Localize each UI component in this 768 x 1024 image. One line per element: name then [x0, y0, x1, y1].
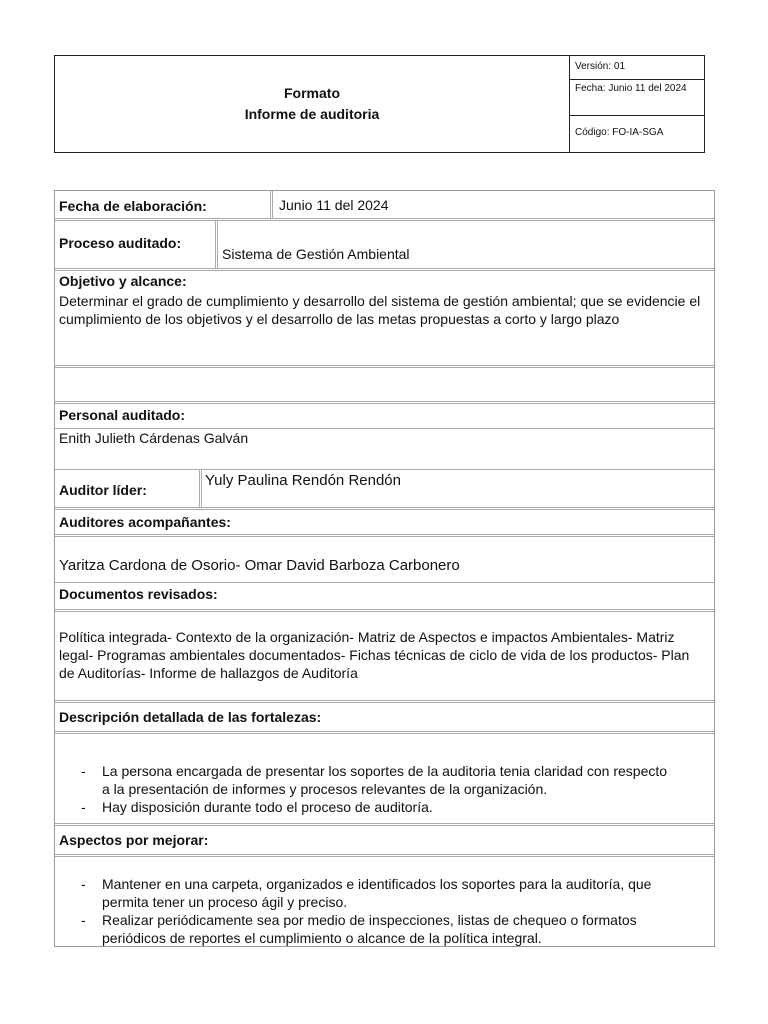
row-acompanantes-label	[55, 510, 714, 537]
row-acompanantes-value	[55, 537, 714, 583]
header-title-line2: Informe de auditoria	[244, 106, 380, 122]
documentos-text: Política integrada- Contexto de la organización- Matriz de Aspectos e impactos Ambientales- Matriz legal- Programas ambientales documentados- Fichas técnicas de ciclo de vida de los productos- Plan de Auditorías- Informe de hallazgos de Auditoría	[59, 629, 690, 681]
row-auditor	[55, 470, 714, 510]
list-dash: -	[81, 876, 86, 892]
list-dash: -	[81, 763, 86, 779]
mejorar-text: Mantener en una carpeta, organizados e identificados los soportes para la auditoría, que permita tener un proceso ágil y preciso.	[102, 876, 652, 910]
header-version: Versión: 01	[570, 56, 704, 80]
fortaleza-text: La persona encargada de presentar los soportes de la auditoria tenia claridad con respecto a la presentación de informes y procesos relevantes de la organización.	[102, 763, 668, 797]
row-fortalezas-list	[55, 734, 714, 826]
objetivo-label: Objetivo y alcance:	[59, 273, 187, 289]
document-header	[54, 55, 705, 153]
auditor-value: Yuly Paulina Rendón Rendón	[205, 472, 401, 489]
fortalezas-label: Descripción detallada de las fortalezas:	[59, 709, 322, 725]
documentos-label: Documentos revisados:	[59, 586, 218, 602]
mejorar-list	[55, 875, 675, 947]
auditor-label: Auditor líder:	[59, 482, 147, 498]
list-item	[55, 798, 675, 816]
personal-value: Enith Julieth Cárdenas Galván	[59, 430, 249, 446]
header-meta	[570, 56, 704, 152]
row-personal-label	[55, 404, 714, 429]
header-title-block	[55, 56, 570, 152]
row-mejorar-list	[55, 857, 714, 946]
list-dash: -	[81, 799, 86, 815]
personal-label: Personal auditado:	[59, 407, 186, 423]
row-fortalezas-label	[55, 703, 714, 734]
list-item	[55, 875, 675, 911]
mejorar-label: Aspectos por mejorar:	[59, 832, 209, 848]
row-mejorar-label	[55, 826, 714, 857]
header-code: Código: FO-IA-SGA	[575, 127, 664, 138]
row-documentos-label	[55, 583, 714, 612]
fecha-label: Fecha de elaboración:	[59, 198, 207, 214]
acompanantes-value: Yaritza Cardona de Osorio- Omar David Barboza Carbonero	[59, 557, 460, 574]
list-item	[55, 911, 675, 947]
fortalezas-list	[55, 762, 675, 816]
list-dash: -	[81, 912, 86, 928]
fortaleza-text: Hay disposición durante todo el proceso de auditoría.	[102, 799, 433, 815]
mejorar-text: Realizar periódicamente sea por medio de inspecciones, listas de chequeo o formatos periódicos de reportes el cumplimiento o alcance de la política integral.	[102, 912, 637, 946]
proceso-label: Proceso auditado:	[59, 235, 182, 251]
header-date: Fecha: Junio 11 del 2024	[570, 80, 704, 116]
row-documentos-value	[55, 612, 714, 703]
row-personal-value	[55, 429, 714, 470]
row-fecha	[55, 191, 714, 221]
fecha-value: Junio 11 del 2024	[279, 197, 389, 213]
header-title-line1: Formato	[284, 85, 340, 101]
proceso-value: Sistema de Gestión Ambiental	[222, 246, 410, 262]
acompanantes-label: Auditores acompañantes:	[59, 514, 231, 530]
audit-form	[54, 190, 715, 947]
row-proceso	[55, 221, 714, 271]
row-empty	[55, 368, 714, 404]
row-objetivo	[55, 271, 714, 368]
list-item	[55, 762, 675, 798]
objetivo-text: Determinar el grado de cumplimiento y desarrollo del sistema de gestión ambiental; que se evidencie el cumplimiento de los objetivos y el desarrollo de las metas propuestas a corto y largo plazo	[59, 293, 701, 327]
